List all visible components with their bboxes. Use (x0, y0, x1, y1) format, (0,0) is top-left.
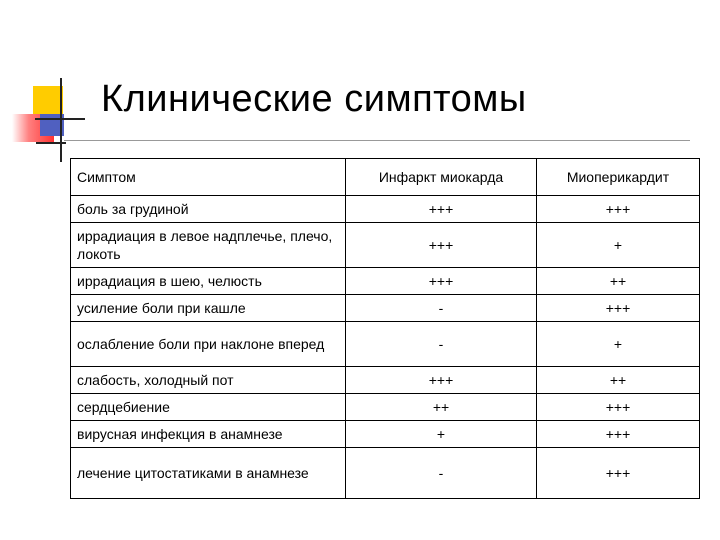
table-header-row (71, 159, 700, 196)
table-row (71, 295, 700, 322)
table-row (71, 367, 700, 394)
myo-value-cell: +++ (537, 421, 700, 448)
slide-title: Клинические симптомы (101, 78, 527, 120)
mi-value-cell: +++ (346, 223, 537, 268)
mi-value-cell: - (346, 295, 537, 322)
table-row (71, 421, 700, 448)
myo-value-cell: +++ (537, 394, 700, 421)
table-row (71, 322, 700, 367)
symptom-cell: усиление боли при кашле (71, 295, 346, 322)
header-cell-myocarditis: Миоперикардит (537, 159, 700, 196)
mi-value-cell: - (346, 322, 537, 367)
myo-value-cell: ++ (537, 268, 700, 295)
symptom-cell: сердцебиение (71, 394, 346, 421)
symptom-cell: лечение цитостатиками в анамнезе (71, 448, 346, 499)
header-cell-symptom: Симптом (71, 159, 346, 196)
myo-value-cell: +++ (537, 448, 700, 499)
horizontal-rule-decoration (36, 142, 66, 144)
myo-value-cell: + (537, 322, 700, 367)
symptom-cell: вирусная инфекция в анамнезе (71, 421, 346, 448)
myo-value-cell: + (537, 223, 700, 268)
symptom-cell: иррадиация в шею, челюсть (71, 268, 346, 295)
mi-value-cell: +++ (346, 196, 537, 223)
title-underline (64, 140, 690, 141)
myo-value-cell: +++ (537, 196, 700, 223)
table-row (71, 223, 700, 268)
myo-value-cell: ++ (537, 367, 700, 394)
mi-value-cell: +++ (346, 367, 537, 394)
myo-value-cell: +++ (537, 295, 700, 322)
table-row (71, 196, 700, 223)
yellow-square-decoration (33, 86, 63, 116)
symptom-cell: иррадиация в левое надплечье, плечо, локоть (71, 223, 346, 268)
symptom-cell: слабость, холодный пот (71, 367, 346, 394)
mi-value-cell: ++ (346, 394, 537, 421)
symptoms-table (70, 158, 700, 499)
slide-logo-decoration (0, 0, 110, 170)
mi-value-cell: - (346, 448, 537, 499)
table-row (71, 394, 700, 421)
symptom-cell: боль за грудиной (71, 196, 346, 223)
table-row (71, 448, 700, 499)
vertical-rule-decoration (60, 78, 62, 162)
horizontal-rule-decoration (35, 118, 85, 120)
mi-value-cell: + (346, 421, 537, 448)
symptom-cell: ослабление боли при наклоне вперед (71, 322, 346, 367)
mi-value-cell: +++ (346, 268, 537, 295)
header-cell-mi: Инфаркт миокарда (346, 159, 537, 196)
table-row (71, 268, 700, 295)
